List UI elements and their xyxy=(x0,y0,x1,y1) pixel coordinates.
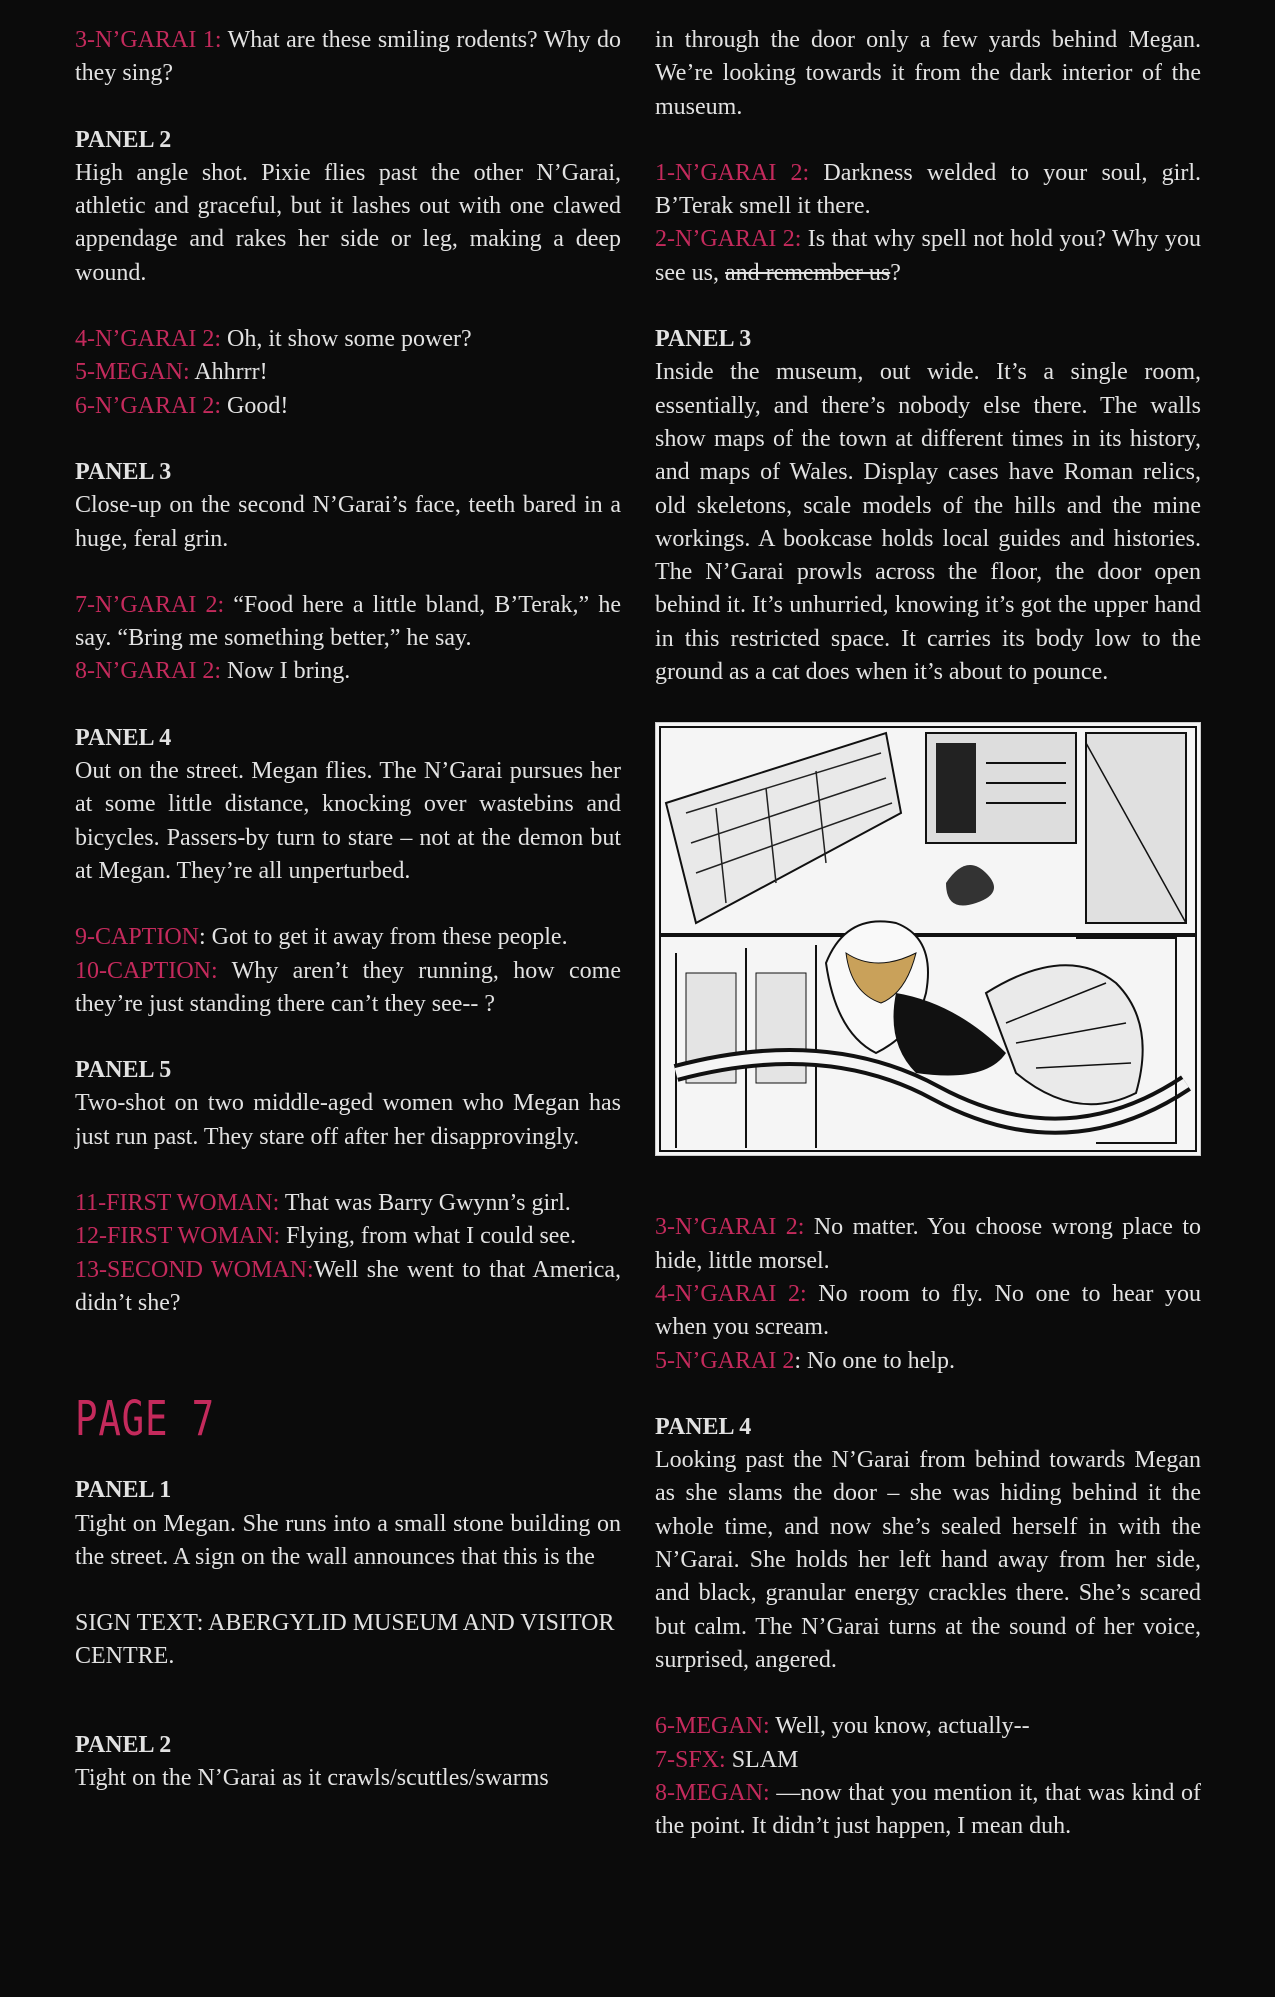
speaker: 3-N’GARAI 2: xyxy=(655,1214,805,1241)
speaker: 3-N’GARAI 1: xyxy=(75,27,222,53)
speaker: 8-N’GARAI 2: xyxy=(75,658,221,685)
balloon-6 xyxy=(75,390,621,423)
balloon-10 xyxy=(75,955,621,1022)
speaker: 11-FIRST WOMAN: xyxy=(75,1190,280,1217)
balloon-13 xyxy=(75,1254,621,1321)
panel-description: Looking past the N’Garai from behind towards Megan as she slams the door – she was hiding behind it the whole time, and now she’s sealed herself in with the N’Garai. She holds her left hand away from her side, and black, granular energy crackles there. She’s scared but calm. The N’Garai turns at the sound of her voice, surprised, angered. xyxy=(655,1447,1201,1673)
panel-description: Out on the street. Megan flies. The N’Garai pursues her at some little distance, knocking over wastebins and bicycles. Passers-by turn to stare – not at the demon but at Megan. They’re all unperturbed. xyxy=(75,758,621,884)
panel-heading: PANEL 3 xyxy=(75,458,172,485)
speaker: 5-N’GARAI 2 xyxy=(655,1347,795,1374)
balloon-11 xyxy=(75,1187,621,1220)
panel-description: Tight on Megan. She runs into a small stone building on the street. A sign on the wall announces that this is the xyxy=(75,1510,621,1570)
dialogue: Is that why spell not hold you? Why you see us, xyxy=(655,226,1202,286)
page-heading: PAGE 7 xyxy=(75,1391,215,1448)
dialogue: Ahhrrr! xyxy=(189,359,268,386)
panel-description: High angle shot. Pixie flies past the other N’Garai, athletic and graceful, but it lashes out with one clawed appendage and rakes her side or leg, making a deep wound. xyxy=(75,159,621,286)
speaker: 8-MEGAN: xyxy=(655,1779,770,1806)
balloon-5 xyxy=(655,1345,1201,1378)
speaker: 5-MEGAN: xyxy=(75,359,190,386)
dialogue: No room to fly. No one to hear you when you scream. xyxy=(655,1280,1202,1341)
speaker: 4-N’GARAI 2: xyxy=(655,1280,807,1307)
speaker: 2-N’GARAI 2: xyxy=(655,226,802,253)
dialogue: : No one to help. xyxy=(794,1347,955,1374)
balloon-8 xyxy=(75,655,621,688)
speaker: 7-N’GARAI 2: xyxy=(75,591,225,618)
balloon-6 xyxy=(655,1710,1201,1743)
speaker: 13-SECOND WOMAN: xyxy=(75,1256,314,1283)
dialogue: Oh, it show some power? xyxy=(220,326,472,353)
speaker: 7-SFX: xyxy=(655,1746,726,1773)
speaker: 12-FIRST WOMAN: xyxy=(75,1223,281,1250)
dialogue: Well she went to that America, didn’t she? xyxy=(75,1256,621,1316)
speaker: 10-CAPTION: xyxy=(75,957,218,984)
balloon-4 xyxy=(75,323,621,356)
dialogue: What are these smiling rodents? Why do they sing? xyxy=(75,27,622,87)
balloon-7 xyxy=(75,589,621,656)
panel-heading: PANEL 4 xyxy=(655,1413,752,1440)
panel-description: Tight on the N’Garai as it crawls/scuttles/swarms xyxy=(75,1764,549,1791)
panel-heading: PANEL 1 xyxy=(75,1477,172,1504)
speaker: 1-N’GARAI 2: xyxy=(655,159,810,186)
dialogue: Why aren’t they running, how come they’re just standing there can’t they see-- ? xyxy=(75,957,621,1017)
dialogue: SLAM xyxy=(725,1746,799,1773)
sign-text: SIGN TEXT: ABERGYLID MUSEUM AND VISITOR CENTRE. xyxy=(75,1610,615,1670)
dialogue: Darkness welded to your soul, girl. B’Terak smell it there. xyxy=(655,159,1202,220)
balloon-9 xyxy=(75,921,621,954)
balloon-8 xyxy=(655,1777,1201,1844)
panel-description-continued: in through the door only a few yards behind Megan. We’re looking towards it from the dark interior of the museum. xyxy=(655,27,1201,120)
panel-heading: PANEL 4 xyxy=(75,724,172,751)
panel-heading: PANEL 2 xyxy=(75,1731,172,1758)
panel-description: Two-shot on two middle-aged women who Megan has just run past. They stare off after her disapprovingly. xyxy=(75,1090,621,1150)
speaker: 6-N’GARAI 2: xyxy=(75,392,221,419)
dialogue: Now I bring. xyxy=(220,658,351,685)
dialogue: That was Barry Gwynn’s girl. xyxy=(279,1190,571,1217)
dialogue: : Got to get it away from these people. xyxy=(199,924,568,951)
comic-art-panel xyxy=(655,722,1201,1156)
balloon-3 xyxy=(75,24,621,91)
dialogue: Well, you know, actually-- xyxy=(769,1713,1030,1740)
panel-description: Inside the museum, out wide. It’s a single room, essentially, and there’s nobody else there. The walls show maps of the town at different times in its history, and maps of Wales. Display cases have Roman relics, old skeletons, scale models of the hills and the mine workings. A bookcase holds local guides and histories. The N’Garai prowls across the floor, the door open behind it. It’s unhurried, knowing it’s got the upper hand in this restricted space. It carries its body low to the ground as a cat does when it’s about to pounce. xyxy=(655,359,1201,686)
balloon-3 xyxy=(655,1211,1201,1278)
panel-description: Close-up on the second N’Garai’s face, teeth bared in a huge, feral grin. xyxy=(75,492,621,552)
balloon-5 xyxy=(75,356,621,389)
dialogue: Flying, from what I could see. xyxy=(280,1223,577,1250)
panel-heading: PANEL 5 xyxy=(75,1057,172,1084)
struck-text: and remember us xyxy=(724,259,891,286)
dialogue: No matter. You choose wrong place to hide, little morsel. xyxy=(655,1214,1201,1274)
dialogue-end: ? xyxy=(890,259,901,286)
balloon-12 xyxy=(75,1220,621,1253)
museum-scene-illustration xyxy=(656,723,1200,1155)
balloon-2 xyxy=(655,223,1201,290)
balloon-4 xyxy=(655,1278,1201,1345)
panel-heading: PANEL 3 xyxy=(655,326,752,353)
dialogue: “Food here a little bland, B’Terak,” he say. “Bring me something better,” he say. xyxy=(75,591,621,652)
dialogue: Good! xyxy=(220,392,289,419)
balloon-7 xyxy=(655,1744,1201,1777)
right-column xyxy=(655,24,1201,1843)
panel-heading: PANEL 2 xyxy=(75,126,172,153)
speaker: 9-CAPTION xyxy=(75,924,199,951)
speaker: 4-N’GARAI 2: xyxy=(75,326,221,353)
dialogue: —now that you mention it, that was kind of the point. It didn’t just happen, I mean duh. xyxy=(655,1779,1201,1840)
left-column xyxy=(75,24,621,1795)
balloon-1 xyxy=(655,157,1201,224)
speaker: 6-MEGAN: xyxy=(655,1713,770,1740)
